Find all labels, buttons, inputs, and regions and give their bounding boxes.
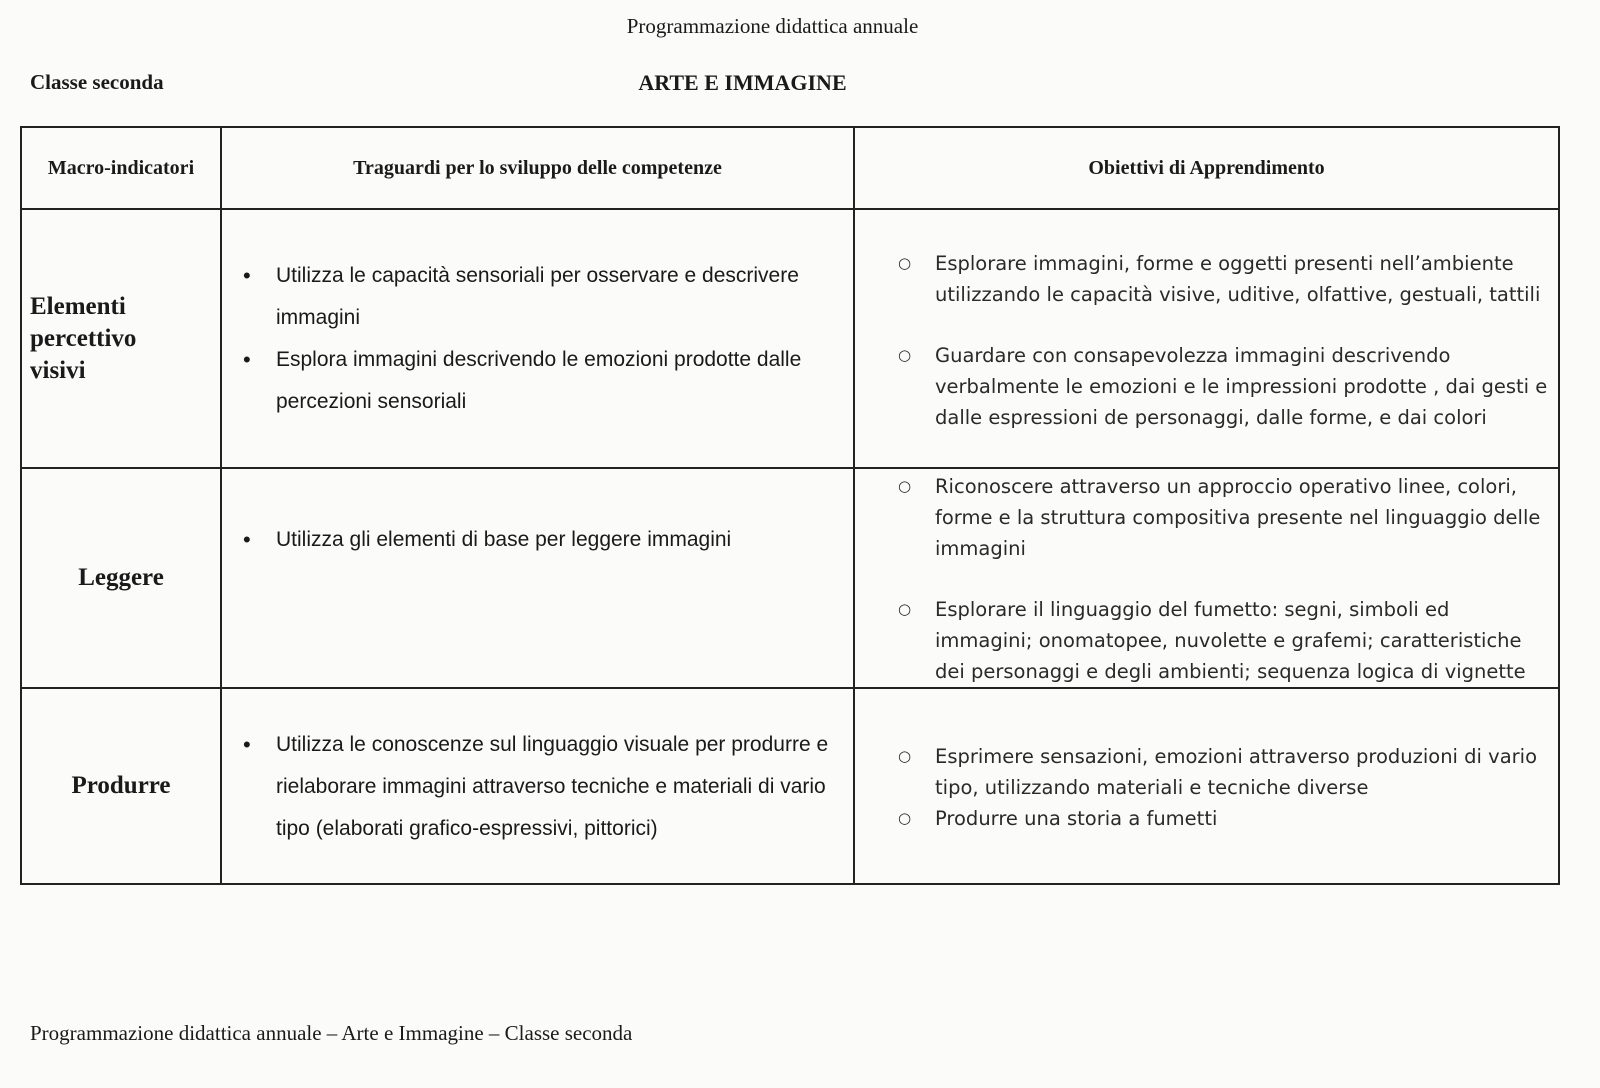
class-label: Classe seconda <box>30 70 164 94</box>
obiettivo-item: ○ Esplorare il linguaggio del fumetto: segni, simboli ed immagini; onomatopee, nuvolette e grafemi; caratteristiche dei personaggi e degli ambienti; sequenza logica di vignette <box>935 594 1552 687</box>
macro-indicator-cell <box>21 209 221 468</box>
obiettivi-cell <box>854 209 1559 468</box>
obiettivi-cell <box>854 468 1559 688</box>
traguardi-list <box>222 519 853 561</box>
curriculum-table <box>20 126 1560 885</box>
traguardo-item: • Utilizza le conoscenze sul linguaggio visuale per produrre e rielaborare immagini attraverso tecniche e materiali di vario tipo (elaborati grafico-espressivi, pittorici) <box>276 724 835 850</box>
obiettivi-list <box>855 471 1558 687</box>
obiettivo-item: ○ Riconoscere attraverso un approccio operativo linee, colori, forme e la struttura compositiva presente nel linguaggio delle immagini <box>935 471 1552 564</box>
obiettivo-item: ○ Produrre una storia a fumetti <box>935 803 1552 834</box>
table-row <box>21 468 1559 688</box>
table-header-row <box>21 127 1559 209</box>
table-row <box>21 209 1559 468</box>
traguardo-item: • Utilizza gli elementi di base per leggere immagini <box>276 519 835 561</box>
obiettivo-item: ○ Esprimere sensazioni, emozioni attraverso produzioni di vario tipo, utilizzando materiali e tecniche diverse <box>935 741 1552 803</box>
macro-indicator-cell <box>21 468 221 688</box>
traguardo-item: • Utilizza le capacità sensoriali per osservare e descrivere immagini <box>276 255 835 339</box>
subject-title: ARTE E IMMAGINE <box>638 70 847 95</box>
traguardo-item: • Esplora immagini descrivendo le emozioni prodotte dalle percezioni sensoriali <box>276 339 835 423</box>
obiettivo-item: ○ Guardare con consapevolezza immagini descrivendo verbalmente le emozioni e le impressioni prodotte , dai gesti e dalle espressioni de personaggi, dalle forme, e dai colori <box>935 340 1552 433</box>
column-header-macro: Macro-indicatori <box>21 127 221 209</box>
macro-indicator-line: Leggere <box>78 564 164 591</box>
macro-indicator-line: Elementi <box>30 292 126 320</box>
table-row <box>21 688 1559 884</box>
column-header-traguardi: Traguardi per lo sviluppo delle competenze <box>221 127 854 209</box>
macro-indicator-line: percettivo <box>30 324 137 352</box>
traguardi-cell <box>221 688 854 884</box>
macro-indicator-cell <box>21 688 221 884</box>
traguardi-list <box>222 724 853 850</box>
column-header-obiettivi: Obiettivi di Apprendimento <box>854 127 1559 209</box>
document-title: Programmazione didattica annuale <box>626 14 919 38</box>
obiettivo-item: ○ Esplorare immagini, forme e oggetti presenti nell’ambiente utilizzando le capacità visive, uditive, olfattive, gestuali, tattili <box>935 248 1552 310</box>
macro-indicator-line: Produrre <box>71 772 171 799</box>
obiettivi-list <box>855 248 1558 433</box>
page-footer: Programmazione didattica annuale – Arte e Immagine – Classe seconda <box>30 1021 633 1045</box>
obiettivi-cell <box>854 688 1559 884</box>
macro-indicator-line: visivi <box>30 356 86 384</box>
traguardi-list <box>222 255 853 423</box>
traguardi-cell <box>221 468 854 688</box>
obiettivi-list <box>855 741 1558 834</box>
traguardi-cell <box>221 209 854 468</box>
